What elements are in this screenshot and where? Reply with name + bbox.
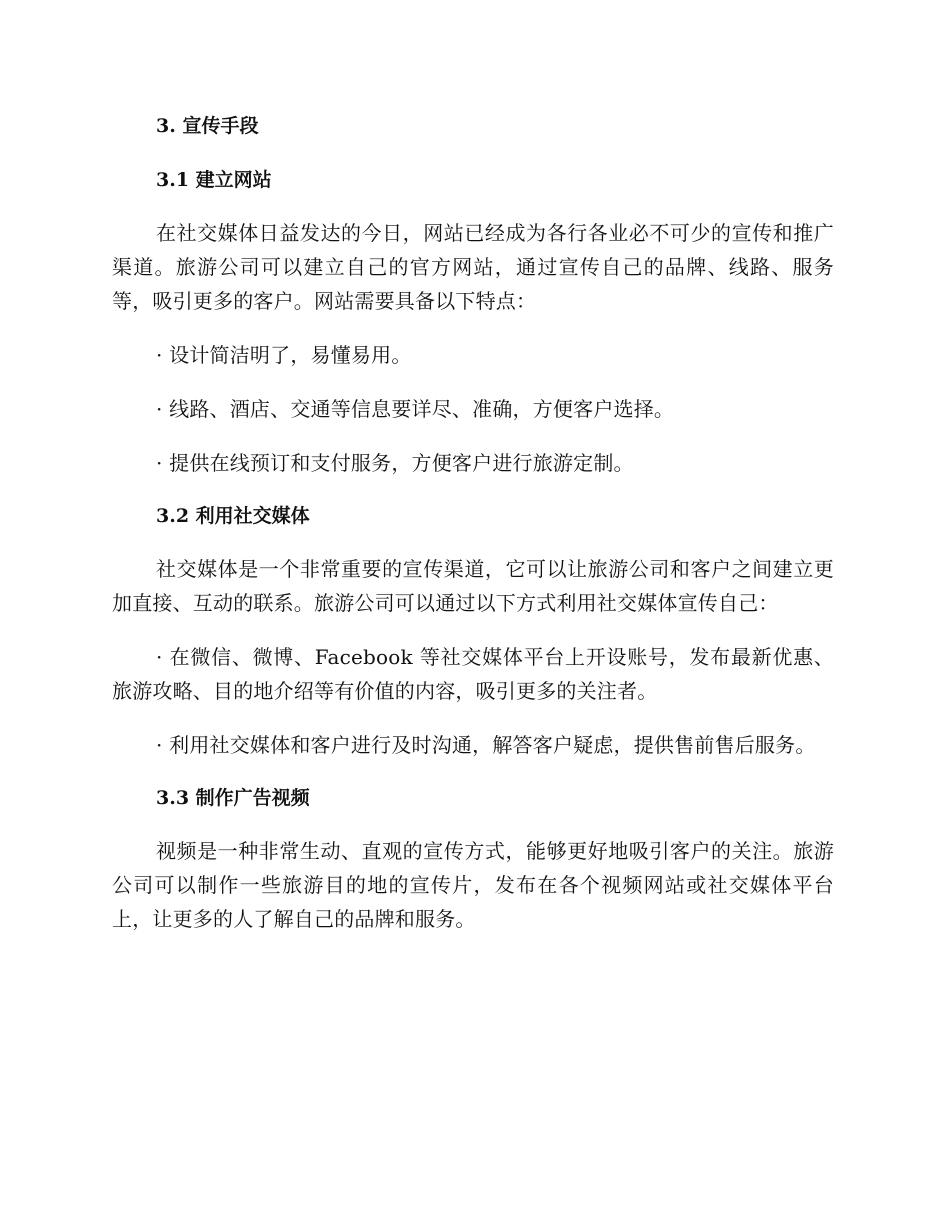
bullet-item: · 线路、酒店、交通等信息要详尽、准确，方便客户选择。: [156, 397, 675, 421]
subsection-title-video-ads: 3.3 制作广告视频: [156, 787, 310, 809]
bullet-item: · 在微信、微博、Facebook 等社交媒体平台上开设账号，发布最新优惠、旅游攻略、目的地介绍等有价值的内容，吸引更多的关注者。: [112, 645, 834, 703]
bullet-item: · 利用社交媒体和客户进行及时沟通，解答客户疑虑，提供售前售后服务。: [156, 733, 816, 757]
section-heading: 3. 宣传手段: [156, 115, 259, 137]
paragraph-social-media-intro: 社交媒体是一个非常重要的宣传渠道，它可以让旅游公司和客户之间建立更加直接、互动的联系。旅游公司可以通过以下方式利用社交媒体宣传自己：: [112, 557, 834, 615]
bullet-item: · 提供在线预订和支付服务，方便客户进行旅游定制。: [156, 451, 634, 475]
paragraph-website-intro: 在社交媒体日益发达的今日，网站已经成为各行各业必不可少的宣传和推广渠道。旅游公司可以建立自己的官方网站，通过宣传自己的品牌、线路、服务等，吸引更多的客户。网站需要具备以下特点：: [112, 221, 834, 313]
bullet-item: · 设计简洁明了，易懂易用。: [156, 343, 412, 367]
subsection-title-social-media: 3.2 利用社交媒体: [156, 505, 310, 527]
subsection-title-website: 3.1 建立网站: [156, 169, 272, 191]
paragraph-video-ads-intro: 视频是一种非常生动、直观的宣传方式，能够更好地吸引客户的关注。旅游公司可以制作一些旅游目的地的宣传片，发布在各个视频网站或社交媒体平台上，让更多的人了解自己的品牌和服务。: [112, 839, 834, 931]
document-body: [112, 110, 834, 956]
